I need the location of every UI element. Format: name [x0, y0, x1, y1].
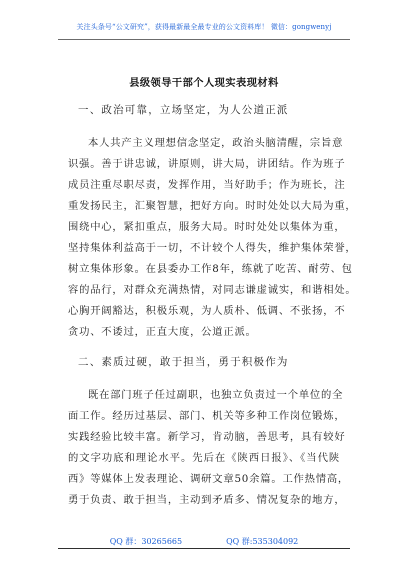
paragraph-line: 坚持集体利益高于一切，不计较个人得失，维护集体荣誉， [68, 242, 357, 254]
footer-qq-group-1: QQ 群：30265665 [109, 537, 183, 546]
paragraph-line: 本人共产主义理想信念坚定，政治头脑清醒，宗旨意 [88, 137, 344, 149]
paragraph-line: 成员注重尽职尽责，发挥作用，当好助手；作为班长，注 [68, 179, 346, 191]
section-heading-2: 二、素质过硬，敢于担当，勇于积极作为 [78, 356, 289, 368]
paragraph-line: 围绕中心，紧扣重点，服务大局。时时处处以集体为重， [68, 221, 346, 233]
paragraph-line: 心胸开阔豁达，积极乐观，为人质朴、低调、不张扬，不 [68, 305, 346, 317]
document-title: 县级领导干部个人现实表现材料 [129, 77, 279, 89]
header-divider [58, 39, 350, 40]
paragraph-line: 勇于负责、敢于担当，主动到矛盾多、情况复杂的地方， [68, 494, 346, 506]
paragraph-line: 容的品行，对群众充满热情，对同志谦虚诚实，和谐相处。 [68, 284, 357, 296]
paragraph-line: 重发扬民主，汇聚智慧，把好方向。时时处处以大局为重， [68, 200, 357, 212]
paragraph-line: 既在部门班子任过副职，也独立负责过一个单位的全 [88, 389, 344, 401]
footer-qq-group-2: QQ 群:535304092 [226, 537, 299, 546]
footer-divider [58, 548, 350, 549]
paragraph-line: 实践经验比较丰富。新学习，肯动脑，善思考，具有较好 [68, 431, 346, 443]
paragraph-line: 的文字功底和理论水平。先后在《陕西日报》、《当代陕 [68, 452, 340, 464]
paragraph-line: 面工作。经历过基层、部门、机关等多种工作岗位锻炼， [68, 410, 346, 422]
paragraph-line: 树立集体形象。在县委办工作8年，练就了吃苦、耐劳、包 [68, 263, 353, 275]
paragraph-line: 识强。善于讲忠诚，讲原则，讲大局，讲团结。作为班子 [68, 158, 346, 170]
paragraph-line: 西》等媒体上发表理论、调研文章50余篇。工作热情高， [68, 473, 350, 485]
footer [0, 536, 408, 547]
paragraph-line: 贪功、不诿过，正直大度，公道正派。 [68, 326, 257, 338]
section-heading-1: 一、政治可靠，立场坚定，为人公道正派 [78, 104, 289, 116]
top-banner: 关注头条号“公文研究”，获得最新最全最专业的公文资料库！ 微信：gongwenyj [76, 23, 332, 31]
